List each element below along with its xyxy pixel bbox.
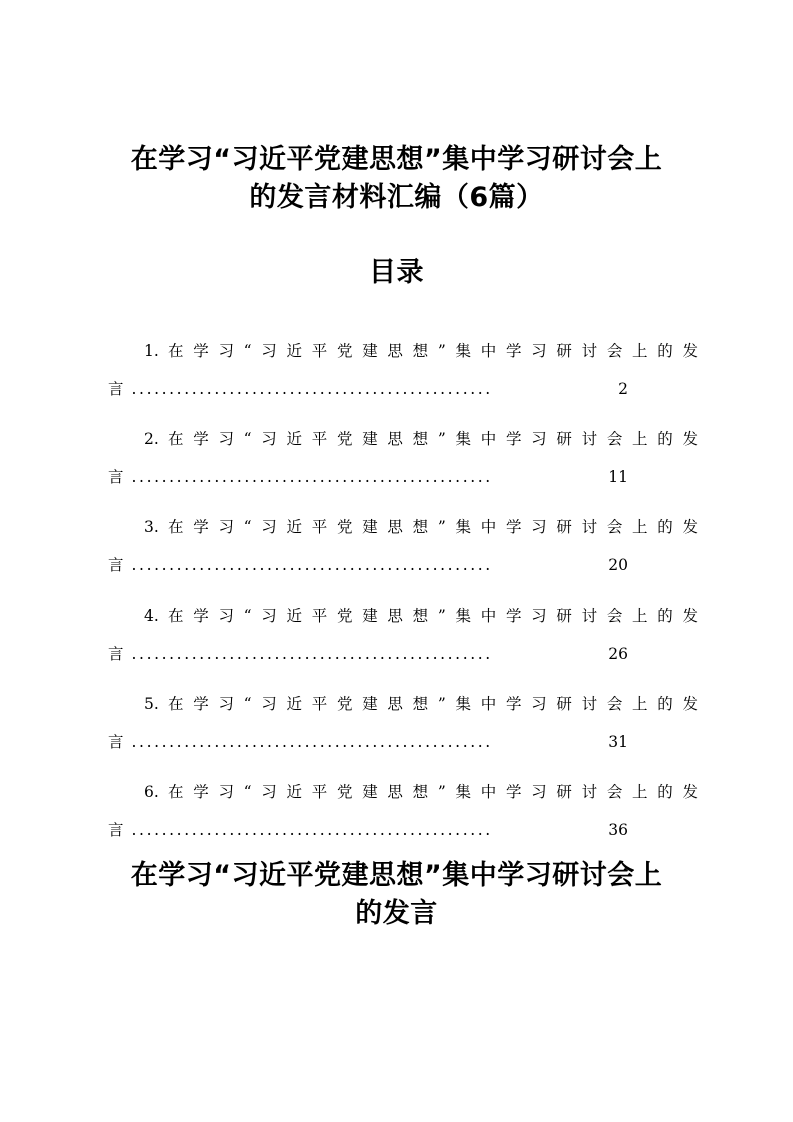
toc-entry-leader-line (108, 639, 628, 669)
toc-entry-title-tail: 言 (108, 468, 124, 487)
toc-entry-number: 2. (144, 430, 159, 449)
toc-entry-title-tail: 言 (108, 380, 124, 398)
table-of-contents (108, 336, 698, 865)
toc-entry-title-tail: 言 (108, 556, 124, 575)
toc-entry-title-text: 在学习“习近平党建思想”集中学习研讨会上的发 (168, 430, 698, 449)
toc-page-number: 31 (608, 732, 628, 751)
toc-entry-leader-line (108, 550, 628, 580)
toc-entry-title-text: 在学习“习近平党建思想”集中学习研讨会上的发 (168, 694, 698, 713)
toc-leader-dots: ................................................ (131, 468, 493, 487)
toc-entry[interactable] (108, 777, 698, 865)
toc-entry-leader-line (108, 815, 628, 845)
toc-entry-title-text: 在学习“习近平党建思想”集中学习研讨会上的发 (168, 342, 698, 360)
toc-entry[interactable] (108, 424, 698, 512)
toc-entry[interactable] (108, 601, 698, 689)
toc-entry-number: 5. (144, 694, 159, 713)
toc-entry-title (144, 777, 698, 807)
toc-leader-dots: ................................................ (131, 820, 493, 839)
toc-page-number: 26 (608, 644, 628, 663)
toc-entry-leader-line (108, 727, 628, 757)
toc-entry-title (144, 601, 698, 631)
toc-entry-title-text: 在学习“习近平党建思想”集中学习研讨会上的发 (168, 518, 698, 537)
toc-leader-dots: ................................................ (131, 380, 493, 398)
toc-entry-title (144, 512, 698, 542)
toc-entry-number: 3. (144, 518, 159, 537)
toc-entry-number: 1. (144, 342, 159, 360)
document-title-line1: 在学习“习近平党建思想”集中学习研讨会上 (130, 144, 663, 175)
toc-entry-number: 6. (144, 782, 159, 801)
toc-entry-leader-line (108, 374, 628, 404)
toc-entry-title-text: 在学习“习近平党建思想”集中学习研讨会上的发 (168, 782, 698, 801)
toc-page-number: 2 (618, 380, 628, 398)
toc-leader-dots: ................................................ (131, 556, 493, 575)
toc-page-number: 36 (608, 820, 628, 839)
document-title-line2: 的发言材料汇编（6篇） (249, 182, 544, 213)
toc-entry-title (144, 336, 698, 366)
toc-entry-title-tail: 言 (108, 820, 124, 839)
toc-entry-title-tail: 言 (108, 644, 124, 663)
toc-heading: 目录 (369, 257, 424, 288)
toc-page-number: 11 (608, 468, 628, 487)
toc-entry[interactable] (108, 336, 698, 424)
toc-entry[interactable] (108, 512, 698, 600)
toc-page-number: 20 (608, 556, 628, 575)
section-title-line1: 在学习“习近平党建思想”集中学习研讨会上 (130, 860, 663, 891)
toc-entry-title-tail: 言 (108, 732, 124, 751)
toc-leader-dots: ................................................ (131, 644, 493, 663)
section-title (0, 857, 793, 933)
toc-entry[interactable] (108, 689, 698, 777)
toc-entry-number: 4. (144, 606, 159, 625)
toc-entry-title (144, 424, 698, 454)
document-title (0, 141, 793, 217)
toc-entry-title (144, 689, 698, 719)
section-title-line2: 的发言 (355, 898, 438, 929)
toc-entry-leader-line (108, 462, 628, 492)
toc-entry-title-text: 在学习“习近平党建思想”集中学习研讨会上的发 (168, 606, 698, 625)
toc-leader-dots: ................................................ (131, 732, 493, 751)
